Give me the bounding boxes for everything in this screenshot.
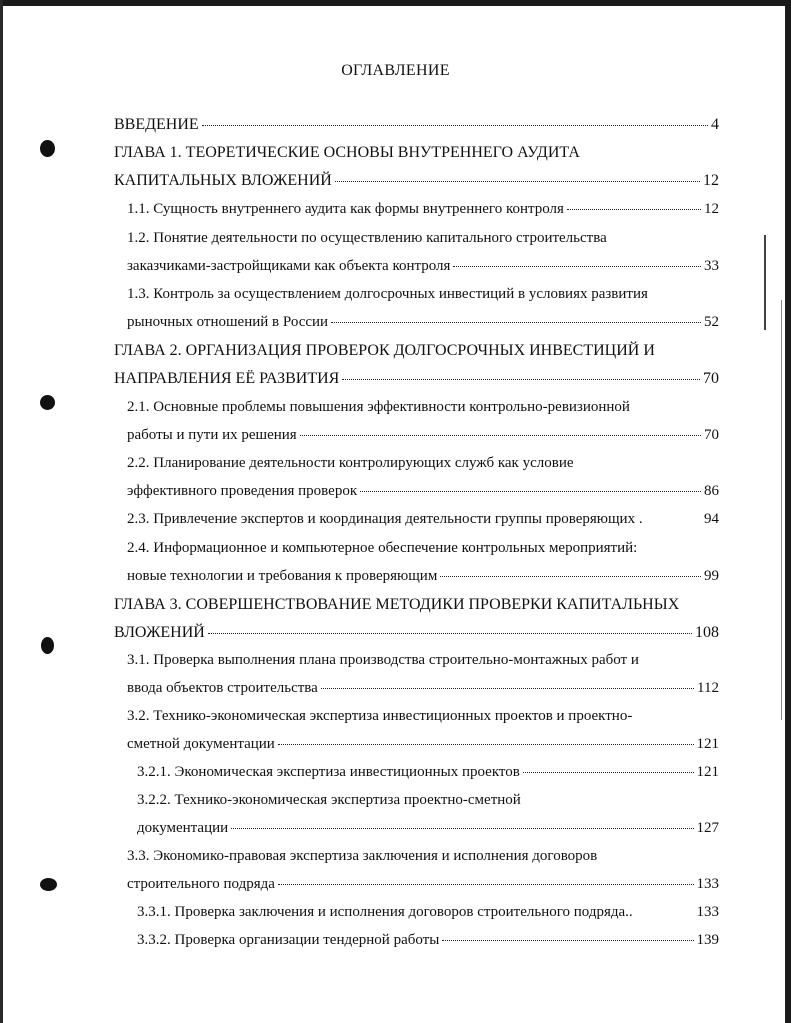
toc-entry-2-4-cont (127, 568, 719, 585)
dot-leader (231, 828, 693, 829)
toc-entry-text: 2.3. Привлечение экспертов и координация деятельности группы проверяющих . (127, 511, 643, 527)
scan-edge-mark-2 (781, 300, 782, 720)
toc-page-number: 12 (704, 201, 719, 217)
toc-page-number: 121 (696, 764, 719, 780)
toc-page-number: 86 (704, 483, 719, 499)
toc-entry-text: НАПРАВЛЕНИЯ ЕЁ РАЗВИТИЯ (114, 370, 340, 387)
toc-entry-2-4 (127, 540, 727, 557)
toc-entry-text: 3.3.1. Проверка заключения и исполнения договоров строительного подряда.. (137, 904, 633, 920)
toc-page-number: 121 (696, 736, 719, 752)
toc-entry-text: 1.1. Сущность внутреннего аудита как формы внутреннего контроля (127, 201, 564, 217)
toc-page-number: 70 (704, 427, 719, 443)
toc-entry-text: заказчиками-застройщиками как объекта контроля (127, 258, 451, 274)
toc-entry-text: рыночных отношений в России (127, 314, 329, 330)
toc-page-number: 52 (704, 314, 719, 330)
punch-hole-3 (41, 637, 54, 654)
punch-hole-1 (40, 140, 55, 157)
toc-entry-text: 2.1. Основные проблемы повышения эффективности контрольно-ревизионной (127, 399, 630, 415)
toc-entry-text: 3.2.1. Экономическая экспертиза инвестиционных проектов (137, 764, 520, 780)
toc-page-number: 127 (696, 820, 719, 836)
toc-entry-2-1-cont (127, 427, 719, 444)
toc-entry-text: ГЛАВА 3. СОВЕРШЕНСТВОВАНИЕ МЕТОДИКИ ПРОВЕРКИ КАПИТАЛЬНЫХ (114, 596, 680, 613)
dot-leader (331, 322, 701, 323)
toc-entry-3-2-1 (137, 764, 719, 781)
toc-entry-text: 3.3.2. Проверка организации тендерной работы (137, 932, 440, 948)
toc-entry-2-2 (127, 455, 727, 472)
scan-border-left (0, 0, 3, 1023)
toc-entry-text: 2.2. Планирование деятельности контролирующих служб как условие (127, 455, 574, 471)
toc-page-number: 94 (704, 511, 719, 527)
toc-page-number: 133 (696, 904, 719, 920)
toc-entry-text: документации (137, 820, 229, 836)
scan-border-top (0, 0, 791, 6)
toc-entry-chapter-3-cont (114, 624, 719, 642)
dot-leader (208, 633, 692, 634)
scan-border-right (785, 0, 791, 1023)
toc-entry-1-2 (127, 230, 727, 247)
punch-hole-4 (40, 878, 57, 891)
toc-entry-text: 1.2. Понятие деятельности по осуществлению капитального строительства (127, 230, 607, 246)
toc-entry-chapter-1-cont (114, 172, 719, 190)
toc-entry-3-2-2-cont (137, 820, 719, 837)
dot-leader (453, 266, 701, 267)
toc-entry-1-2-cont (127, 258, 719, 275)
dot-leader (300, 435, 701, 436)
toc-page-number: 12 (703, 172, 719, 189)
toc-entry-3-1 (127, 652, 727, 669)
toc-entry-text: сметной документации (127, 736, 275, 752)
toc-entry-3-2 (127, 708, 727, 725)
toc-entry-text: новые технологии и требования к проверяющим (127, 568, 438, 584)
toc-entry-1-3-cont (127, 314, 719, 331)
toc-page-number: 99 (704, 568, 719, 584)
dot-leader (440, 576, 701, 577)
toc-entry-chapter-2-cont (114, 370, 719, 388)
toc-entry-text: 3.3. Экономико-правовая экспертиза заключения и исполнения договоров (127, 848, 598, 864)
toc-entry-chapter-3 (114, 596, 754, 614)
toc-entry-text: работы и пути их решения (127, 427, 297, 443)
toc-page-number: 133 (696, 876, 719, 892)
toc-entry-1-1 (127, 201, 719, 218)
toc-entry-chapter-1 (114, 144, 754, 162)
toc-title: ОГЛАВЛЕНИЕ (341, 62, 450, 79)
toc-page-number: 33 (704, 258, 719, 274)
toc-entry-text: 1.3. Контроль за осуществлением долгосрочных инвестиций в условиях развития (127, 286, 648, 302)
toc-entry-text: эффективного проведения проверок (127, 483, 358, 499)
dot-leader (278, 884, 694, 885)
toc-entry-3-2-2 (137, 792, 727, 809)
dot-leader (567, 209, 701, 210)
toc-entry-3-3-cont (127, 876, 719, 893)
toc-entry-text: 2.4. Информационное и компьютерное обеспечение контрольных мероприятий: (127, 540, 638, 556)
toc-entry-chapter-2 (114, 342, 754, 360)
scan-edge-mark (764, 235, 766, 330)
dot-leader (321, 688, 694, 689)
toc-entry-text: 3.2. Технико-экономическая экспертиза инвестиционных проектов и проектно- (127, 708, 633, 724)
toc-entry-text: ввода объектов строительства (127, 680, 318, 696)
toc-entry-text: ГЛАВА 2. ОРГАНИЗАЦИЯ ПРОВЕРОК ДОЛГОСРОЧНЫХ ИНВЕСТИЦИЙ И (114, 342, 655, 359)
toc-entry-text: 3.2.2. Технико-экономическая экспертиза проектно-сметной (137, 792, 521, 808)
toc-page-number: 70 (703, 370, 719, 387)
toc-entry-1-3 (127, 286, 727, 303)
toc-entry-3-2-cont (127, 736, 719, 753)
dot-leader (342, 379, 700, 380)
toc-entry-3-3 (127, 848, 727, 865)
toc-entry-text: ГЛАВА 1. ТЕОРЕТИЧЕСКИЕ ОСНОВЫ ВНУТРЕННЕГО АУДИТА (114, 144, 580, 161)
dot-leader (278, 744, 694, 745)
toc-entry-3-3-1 (137, 904, 719, 921)
toc-entry-3-1-cont (127, 680, 719, 697)
toc-entry-3-3-2 (137, 932, 719, 949)
toc-entry-text: КАПИТАЛЬНЫХ ВЛОЖЕНИЙ (114, 172, 332, 189)
dot-leader (523, 772, 694, 773)
dot-leader (442, 940, 693, 941)
toc-entry-intro (114, 116, 719, 134)
toc-page-number: 139 (696, 932, 719, 948)
dot-leader (335, 181, 700, 182)
toc-entry-text: строительного подряда (127, 876, 275, 892)
dot-leader (360, 491, 701, 492)
toc-entry-2-3 (127, 511, 719, 528)
toc-entry-text: ВЛОЖЕНИЙ (114, 624, 205, 641)
dot-leader (202, 125, 708, 126)
toc-entry-2-2-cont (127, 483, 719, 500)
punch-hole-2 (40, 395, 55, 410)
toc-entry-2-1 (127, 399, 727, 416)
toc-entry-text: ВВЕДЕНИЕ (114, 116, 199, 133)
toc-entry-text: 3.1. Проверка выполнения плана производства строительно-монтажных работ и (127, 652, 639, 668)
toc-page-number: 108 (695, 624, 719, 641)
toc-page-number: 4 (711, 116, 719, 133)
toc-page-number: 112 (697, 680, 719, 696)
